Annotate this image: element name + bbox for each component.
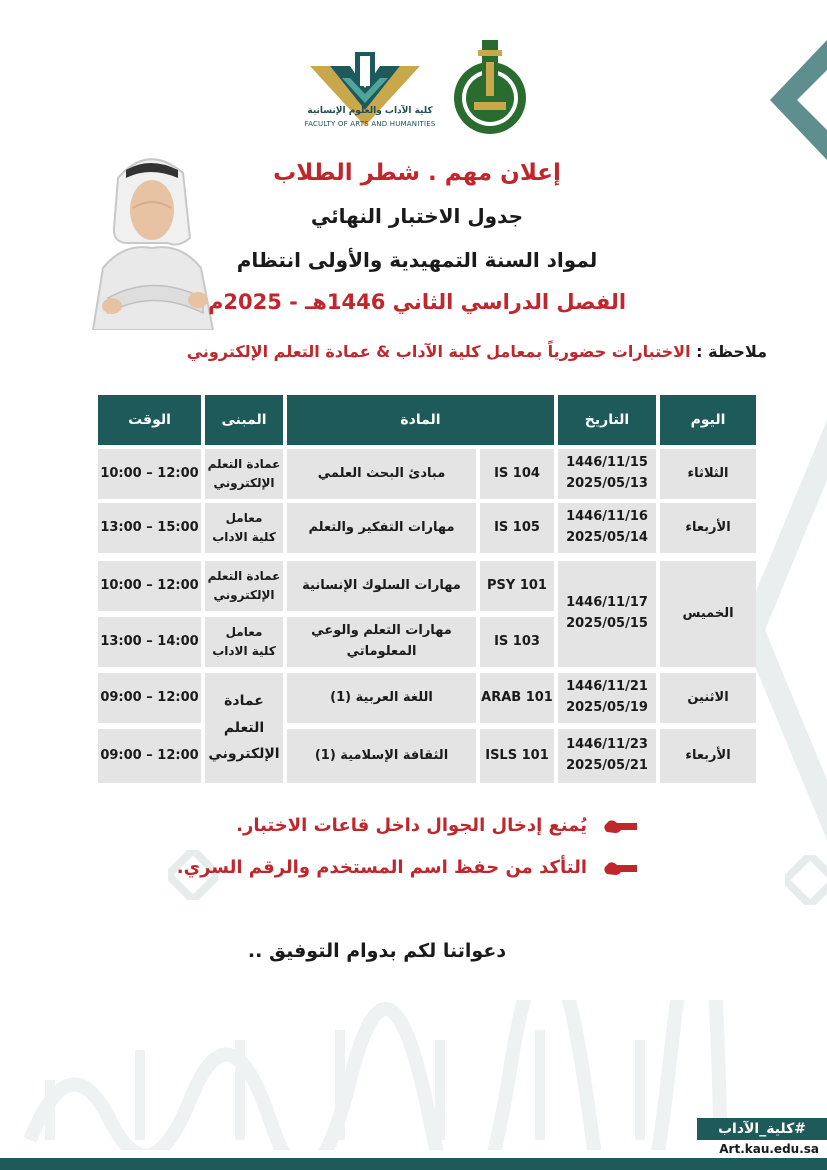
note-text: الاختبارات حضورياً بمعامل كلية الآداب & عمادة التعلم الإلكتروني: [186, 342, 691, 361]
time-cell: 10:00 – 12:00: [98, 449, 201, 499]
building-line: كلية الاداب: [212, 530, 276, 544]
course-name: مبادئ البحث العلمي: [287, 449, 476, 499]
website-url[interactable]: Art.kau.edu.sa: [719, 1142, 819, 1156]
building-cell: [205, 673, 283, 783]
building-cell: [205, 503, 283, 553]
footer-bar: [0, 1158, 827, 1170]
course-code: IS 104: [480, 449, 554, 499]
building-cell: [205, 617, 283, 667]
announcement-heading: إعلان مهم . شطر الطلاب: [273, 160, 561, 186]
building-line: عمادة التعلم: [207, 456, 281, 471]
date-cell: [558, 503, 656, 553]
course-code: IS 103: [480, 617, 554, 667]
course-code: IS 105: [480, 503, 554, 553]
date-cell: [558, 729, 656, 783]
building-cell: [205, 561, 283, 611]
date-cell: [558, 561, 656, 667]
date-cell: [558, 449, 656, 499]
day-cell: الثلاثاء: [660, 449, 756, 499]
instruction-text: التأكد من حفظ اسم المستخدم والرقم السري.: [176, 857, 587, 878]
semester-heading: الفصل الدراسي الثاني 1446هـ - 2025م: [207, 290, 627, 314]
building-line: الإلكتروني: [208, 746, 280, 763]
date-hijri: 1446/11/15: [566, 455, 648, 471]
header-day: اليوم: [660, 395, 756, 445]
corner-chevron-decoration: [770, 40, 827, 160]
building-line: معامل: [225, 510, 263, 525]
time-cell: 09:00 – 12:00: [98, 729, 201, 783]
date-gregorian: 2025/05/14: [566, 530, 648, 545]
faculty-name-english: FACULTY OF ARTS AND HUMANITIES: [304, 120, 436, 128]
instruction-text: يُمنع إدخال الجوال داخل قاعات الاختبار.: [236, 815, 587, 836]
date-cell: [558, 673, 656, 723]
course-code: PSY 101: [480, 561, 554, 611]
course-name: مهارات التعلم والوعي المعلوماتي: [287, 617, 476, 667]
date-hijri: 1446/11/17: [566, 595, 648, 611]
day-cell: الخميس: [660, 561, 756, 667]
time-cell: 13:00 – 15:00: [98, 503, 201, 553]
date-hijri: 1446/11/23: [566, 737, 648, 753]
day-cell: الاثنين: [660, 673, 756, 723]
faculty-name-arabic: كلية الآداب والعلوم الإنسانية: [307, 106, 433, 116]
date-gregorian: 2025/05/19: [566, 700, 648, 715]
time-cell: 10:00 – 12:00: [98, 561, 201, 611]
building-line: كلية الاداب: [212, 644, 276, 658]
building-line: الإلكتروني: [213, 476, 275, 490]
building-line: معامل: [225, 624, 263, 639]
header-time: الوقت: [98, 395, 201, 445]
exam-schedule-table: [98, 395, 756, 785]
date-hijri: 1446/11/16: [566, 509, 648, 525]
exam-note: [67, 342, 767, 361]
time-cell: 09:00 – 12:00: [98, 673, 201, 723]
course-name: مهارات السلوك الإنسانية: [287, 561, 476, 611]
date-hijri: 1446/11/21: [566, 679, 648, 695]
diamond-decoration-2: [785, 855, 827, 905]
building-line: الإلكتروني: [213, 588, 275, 602]
building-line: التعلم: [223, 719, 265, 736]
pointing-hand-icon: [603, 817, 637, 835]
schedule-subtitle: لمواد السنة التمهيدية والأولى انتظام: [236, 248, 598, 272]
day-cell: الأربعاء: [660, 503, 756, 553]
header-subject: المادة: [287, 395, 554, 445]
student-illustration: [78, 148, 228, 330]
schedule-title: جدول الاختبار النهائي: [310, 204, 524, 228]
date-gregorian: 2025/05/21: [566, 758, 648, 773]
course-name: مهارات التفكير والتعلم: [287, 503, 476, 553]
building-line: عمادة التعلم: [207, 568, 281, 583]
header-date: التاريخ: [558, 395, 656, 445]
course-name: الثقافة الإسلامية (1): [287, 729, 476, 783]
course-code: ISLS 101: [480, 729, 554, 783]
date-gregorian: 2025/05/15: [566, 616, 648, 631]
instruction-item: [117, 857, 637, 899]
course-name: اللغة العربية (1): [287, 673, 476, 723]
instructions-list: [117, 815, 637, 899]
day-cell: الأربعاء: [660, 729, 756, 783]
hashtag-badge: #كلية_الآداب: [697, 1118, 827, 1140]
instruction-item: [117, 815, 637, 857]
building-line: عمادة: [224, 693, 264, 710]
university-logo: [450, 36, 530, 136]
time-cell: 13:00 – 14:00: [98, 617, 201, 667]
calligraphy-watermark: [10, 1000, 730, 1150]
closing-message: دعواتنا لكم بدوام التوفيق ..: [247, 940, 507, 962]
note-label: ملاحظة :: [690, 342, 767, 361]
logos-area: [300, 28, 550, 143]
course-code: ARAB 101: [480, 673, 554, 723]
building-cell: [205, 449, 283, 499]
date-gregorian: 2025/05/13: [566, 476, 648, 491]
header-building: المبنى: [205, 395, 283, 445]
pointing-hand-icon: [603, 859, 637, 877]
